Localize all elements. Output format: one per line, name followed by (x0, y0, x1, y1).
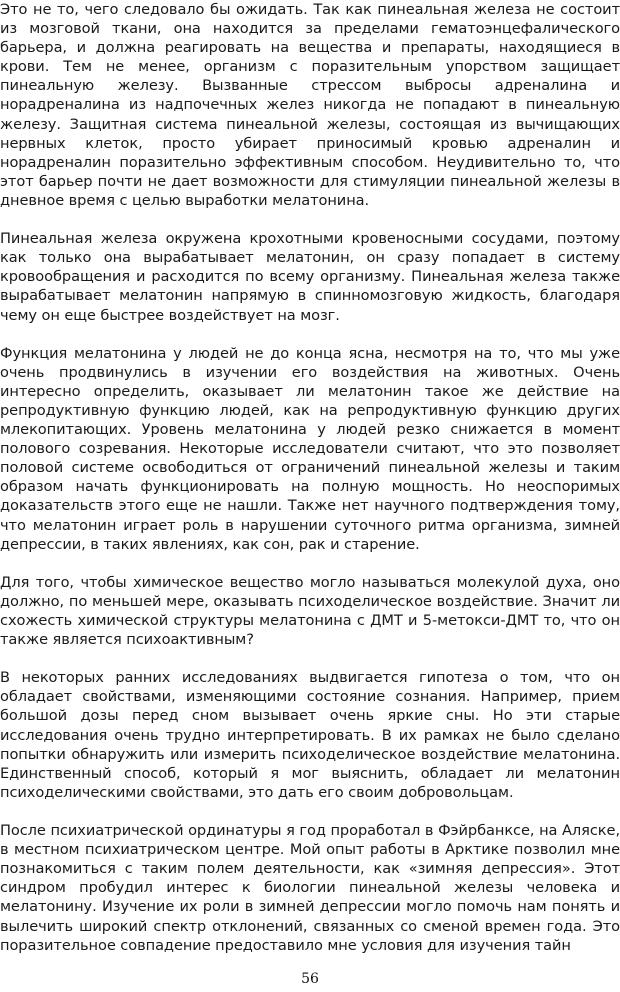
paragraph-6: После психиатрической ординатуры я год проработал в Фэйрбанксе, на Аляске, в местном психиатрическом центре. Мой опыт работы в Арктике позволил мне познакомиться с таким полем деятельности, как «зимняя депрессия». Этот синдром пробудил интерес к биологии пинеальной железы человека и мелатонину. Изучение их роли в зимней депрессии могло помочь нам понять и вылечить широкий спектр отклонений, связанных со сменой времен года. Это поразительное совпадение предоставило мне условия для изучения тайн (0, 822, 620, 954)
paragraph-5: В некоторых ранних исследованиях выдвигается гипотеза о том, что он обладает свойствами, изменяющими состояние сознания. Например, прием большой дозы перед сном вызывает очень яркие сны. Но эти старые исследования очень трудно интерпретировать. В их рамках не было сделано попытки обнаружить или измерить психоделическое воздействие мелатонина. Единственный способ, который я мог выяснить, обладает ли мелатонин психоделическими свойствами, это дать его своим добровольцам. (0, 669, 620, 801)
paragraph-1: Это не то, чего следовало бы ожидать. Так как пинеальная железа не состоит из мозговой ткани, она находится за пределами гематоэнцефалического барьера, и должна реагировать на вещества и препараты, находящиеся в крови. Тем не менее, организм с поразительным упорством защищает пинеальную железу. Вызванные стрессом выбросы адреналина и норадреналина из надпочечных желез никогда не попадают в пинеальную железу. Защитная система пинеальной железы, состоящая из вычищающих нервных клеток, просто убирает приносимый кровью адреналин и норадреналин поразительно эффективным способом. Неудивительно то, что этот барьер почти не дает возможности для стимуляции пинеальной железы в дневное время с целью выработки мелатонина. (0, 1, 620, 209)
page-number: 56 (301, 971, 319, 987)
paragraph-4: Для того, чтобы химическое вещество могло называться молекулой духа, оно должно, по меньшей мере, оказывать психоделическое воздействие. Значит ли схожесть химической структуры мелатонина с ДМТ и 5-метокси-ДМТ то, что он также является психоактивным? (0, 573, 620, 649)
paragraph-3: Функция мелатонина у людей не до конца ясна, несмотря на то, что мы уже очень продвинулись в изучении его воздействия на животных. Очень интересно определить, оказывает ли мелатонин такое же действие на репродуктивную функцию людей, как на репродуктивную функцию других млекопитающих. Уровень мелатонина у людей резко снижается в момент полового созревания. Некоторые исследователи считают, что это позволяет половой системе освободиться от ограничений пинеальной железы и таким образом начать функционировать на полную мощность. Но неоспоримых доказательств этого еще не нашли. Также нет научного подтверждения тому, что мелатонин играет роль в нарушении суточного ритма организма, зимней депрессии, в таких явлениях, как сон, рак и старение. (0, 344, 620, 553)
paragraph-2: Пинеальная железа окружена крохотными кровеносными сосудами, поэтому как только она вырабатывает мелатонин, он сразу попадает в систему кровообращения и расходится по всему организму. Пинеальная железа также вырабатывает мелатонин напрямую в спинномозговую жидкость, благодаря чему он еще быстрее воздействует на мозг. (0, 230, 620, 324)
